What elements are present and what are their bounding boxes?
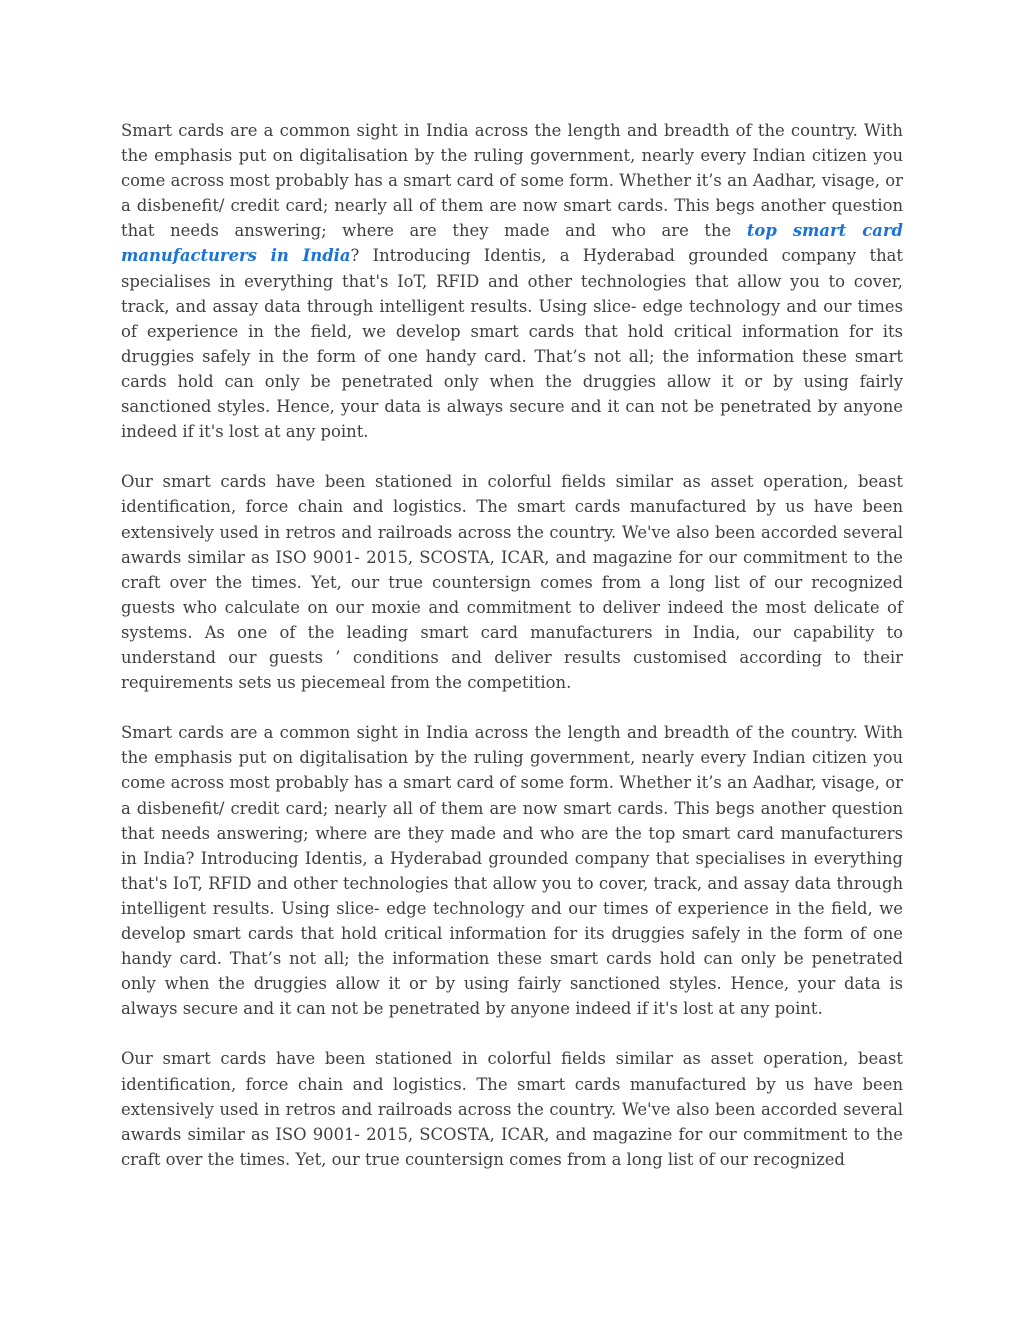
document-body	[121, 118, 903, 1197]
paragraph-3: Smart cards are a common sight in India across the length and breadth of the country. With the emphasis put on digitalisation by the ruling government, nearly every Indian citizen you come across most probably has a smart card of some form. Whether it’s an Aadhar, visage, or a disbenefit/ credit card; nearly all of them are now smart cards. This begs another question that needs answering; where are they made and who are the top smart card manufacturers in India? Introducing Identis, a Hyderabad grounded company that specialises in everything that's IoT, RFID and other technologies that allow you to cover, track, and assay data through intelligent results. Using slice- edge technology and our times of experience in the field, we develop smart cards that hold critical information for its druggies safely in the form of one handy card. That’s not all; the information these smart cards hold can only be penetrated only when the druggies allow it or by using fairly sanctioned styles. Hence, your data is always secure and it can not be penetrated by anyone indeed if it's lost at any point.	[121, 723, 903, 1019]
paragraph-1	[121, 118, 903, 444]
paragraph-1-text-after-link: ? Introducing Identis, a Hyderabad grounded company that specialises in everything that's IoT, RFID and other technologies that allow you to cover, track, and assay data through intelligent results. Using slice- edge technology and our times of experience in the field, we develop smart cards that hold critical information for its druggies safely in the form of one handy card. That’s not all; the information these smart cards hold can only be penetrated only when the druggies allow it or by using fairly sanctioned styles. Hence, your data is always secure and it can not be penetrated by anyone indeed if it's lost at any point.	[121, 246, 904, 442]
paragraph-1-text-before-link: Smart cards are a common sight in India across the length and breadth of the country. With the emphasis put on digitalisation by the ruling government, nearly every Indian citizen you come across most probably has a smart card of some form. Whether it’s an Aadhar, visage, or a disbenefit/ credit card; nearly all of them are now smart cards. This begs another question that needs answering; where are they made and who are the	[121, 121, 903, 241]
paragraph-2: Our smart cards have been stationed in colorful fields similar as asset operation, beast identification, force chain and logistics. The smart cards manufactured by us have been extensively used in retros and railroads across the country. We've also been accorded several awards similar as ISO 9001- 2015, SCOSTA, ICAR, and magazine for our commitment to the craft over the times. Yet, our true countersign comes from a long list of our recognized guests who calculate on our moxie and commitment to deliver indeed the most delicate of systems. As one of the leading smart card manufacturers in India, our capability to understand our guests ’ conditions and deliver results customised according to their requirements sets us piecemeal from the competition.	[121, 472, 903, 693]
top-smart-card-manufacturers-link[interactable]: top smart card manufacturers in India	[121, 221, 903, 266]
paragraph-4: Our smart cards have been stationed in colorful fields similar as asset operation, beast identification, force chain and logistics. The smart cards manufactured by us have been extensively used in retros and railroads across the country. We've also been accorded several awards similar as ISO 9001- 2015, SCOSTA, ICAR, and magazine for our commitment to the craft over the times. Yet, our true countersign comes from a long list of our recognized	[121, 1049, 903, 1169]
